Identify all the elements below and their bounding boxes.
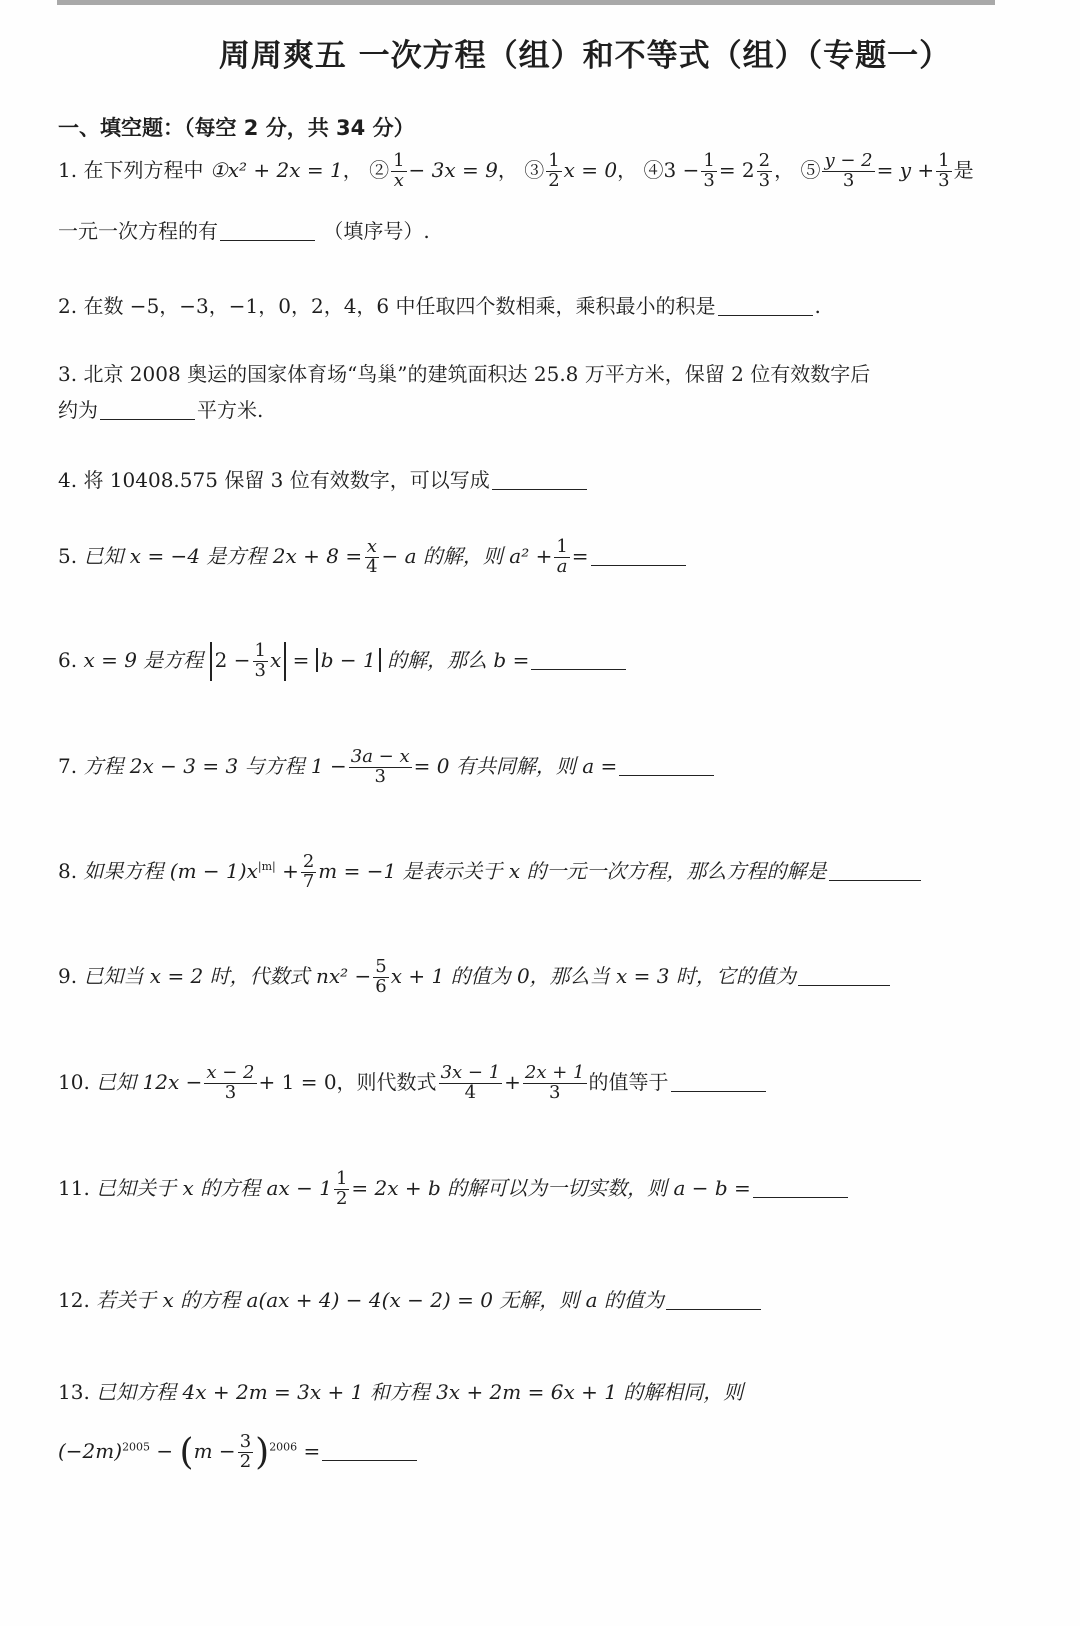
fraction: $\frac{3a - x}{3}$: [350, 746, 410, 787]
question-5: 5. 已知 x = −4 是方程 2x + 8 = $\frac{x}{4}$ − a 的解，则 a² + $\frac{1}{a}$ =: [58, 538, 688, 577]
question-3: 3. 北京 2008 奥运的国家体育场“鸟巢”的建筑面积达 25.8 万平方米，保留 2 位有效数字后: [58, 362, 871, 386]
question-11: 11. 已知关于 x 的方程 ax − 1 $\frac{1}{2}$ = 2x + b 的解可以为一切实数，则 a − b =: [58, 1170, 850, 1209]
answer-blank[interactable]: [666, 1291, 761, 1310]
fraction: $\frac{1}{x}$: [393, 150, 405, 191]
answer-blank[interactable]: [619, 757, 714, 776]
question-12: 12. 若关于 x 的方程 a(ax + 4) − 4(x − 2) = 0 无解，则 a 的值为: [58, 1284, 763, 1313]
question-9: 9. 已知当 x = 2 时，代数式 nx² − $\frac{5}{6}$ x + 1 的值为 0，那么当 x = 3 时，它的值为: [58, 958, 892, 997]
question-4: 4. 将 10408.575 保留 3 位有效数字，可以写成: [58, 464, 589, 493]
fraction: $\frac{x - 2}{3}$: [206, 1062, 255, 1103]
answer-blank[interactable]: [531, 651, 626, 670]
page-title: 周周爽五 一次方程（组）和不等式（组）（专题一）: [218, 38, 952, 74]
section-heading: 一、填空题：（每空 2 分，共 34 分）: [58, 116, 415, 140]
absolute-value: b − 1: [316, 648, 381, 672]
fraction: $\frac{1}{a}$: [556, 536, 568, 577]
answer-blank[interactable]: [829, 862, 921, 881]
question-8: 8. 如果方程 $(m - 1)x^{|m|}$ + $\frac{2}{7}$ m = −1 是表示关于 x 的一元一次方程，那么方程的解是: [58, 853, 923, 892]
answer-blank[interactable]: [753, 1179, 848, 1198]
answer-blank[interactable]: [798, 967, 890, 986]
fraction: $\frac{1}{2}$: [335, 1168, 348, 1209]
fraction: $\frac{2}{7}$: [302, 851, 315, 892]
absolute-value: 2 − $\frac{1}{3}$ x: [210, 642, 287, 681]
fraction: $\frac{3}{2}$: [239, 1431, 252, 1472]
question-10: 10. 已知 12x − $\frac{x - 2}{3}$ + 1 = 0，则代数式 $\frac{3x - 1}{4}$ + $\frac{2x + 1}{3}$ 的值等于: [58, 1064, 768, 1103]
fraction: $\frac{3x - 1}{4}$: [440, 1062, 501, 1103]
answer-blank[interactable]: [492, 471, 587, 490]
question-1: 1. 在下列方程中 ①x² + 2x = 1， ② $\frac{1}{x}$ − 3x = 9， ③ $\frac{1}{2}$ x = 0， ④3 − $\frac{1}{3}$ = 2 $\frac{2}{3}$ ， ⑤ $\frac{y - 2}{3}$ = y + $\frac{1}{3}$ 是: [58, 150, 974, 191]
fraction: $\frac{5}{6}$: [375, 956, 387, 997]
fraction: $\frac{1}{3}$: [938, 150, 950, 191]
question-3-line2: 约为 平方米.: [58, 398, 264, 422]
question-7: 7. 方程 2x − 3 = 3 与方程 1 − $\frac{3a - x}{3}$ = 0 有共同解，则 a =: [58, 748, 716, 787]
question-number: 1.: [58, 157, 78, 182]
answer-blank[interactable]: [591, 547, 686, 566]
question-13: 13. 已知方程 4x + 2m = 3x + 1 和方程 3x + 2m = 6x + 1 的解相同，则: [58, 1380, 744, 1404]
question-6: 6. x = 9 是方程 2 − $\frac{1}{3}$ x = b − 1 的解，那么 b =: [58, 642, 628, 681]
top-rule: [57, 0, 995, 5]
fraction: $\frac{1}{3}$: [703, 150, 715, 191]
answer-blank[interactable]: [100, 401, 195, 420]
answer-blank[interactable]: [220, 222, 315, 241]
fraction: $\frac{x}{4}$: [366, 536, 378, 577]
question-1-line2: 一元一次方程的有 （填序号）.: [58, 219, 430, 243]
fraction: $\frac{2x + 1}{3}$: [524, 1062, 585, 1103]
question-13-line2: $(-2m)^{2005} - (m$ − $\frac{3}{2}$ )$^{2006}$ =: [58, 1432, 419, 1473]
answer-blank[interactable]: [671, 1073, 766, 1092]
answer-blank[interactable]: [322, 1442, 417, 1461]
question-2: 2. 在数 −5，−3，−1，0，2，4，6 中任取四个数相乘，乘积最小的积是 .: [58, 294, 821, 318]
fraction: $\frac{1}{2}$: [548, 150, 560, 191]
fraction: $\frac{y - 2}{3}$: [824, 150, 873, 191]
fraction: $\frac{2}{3}$: [758, 150, 771, 191]
answer-blank[interactable]: [718, 297, 813, 316]
